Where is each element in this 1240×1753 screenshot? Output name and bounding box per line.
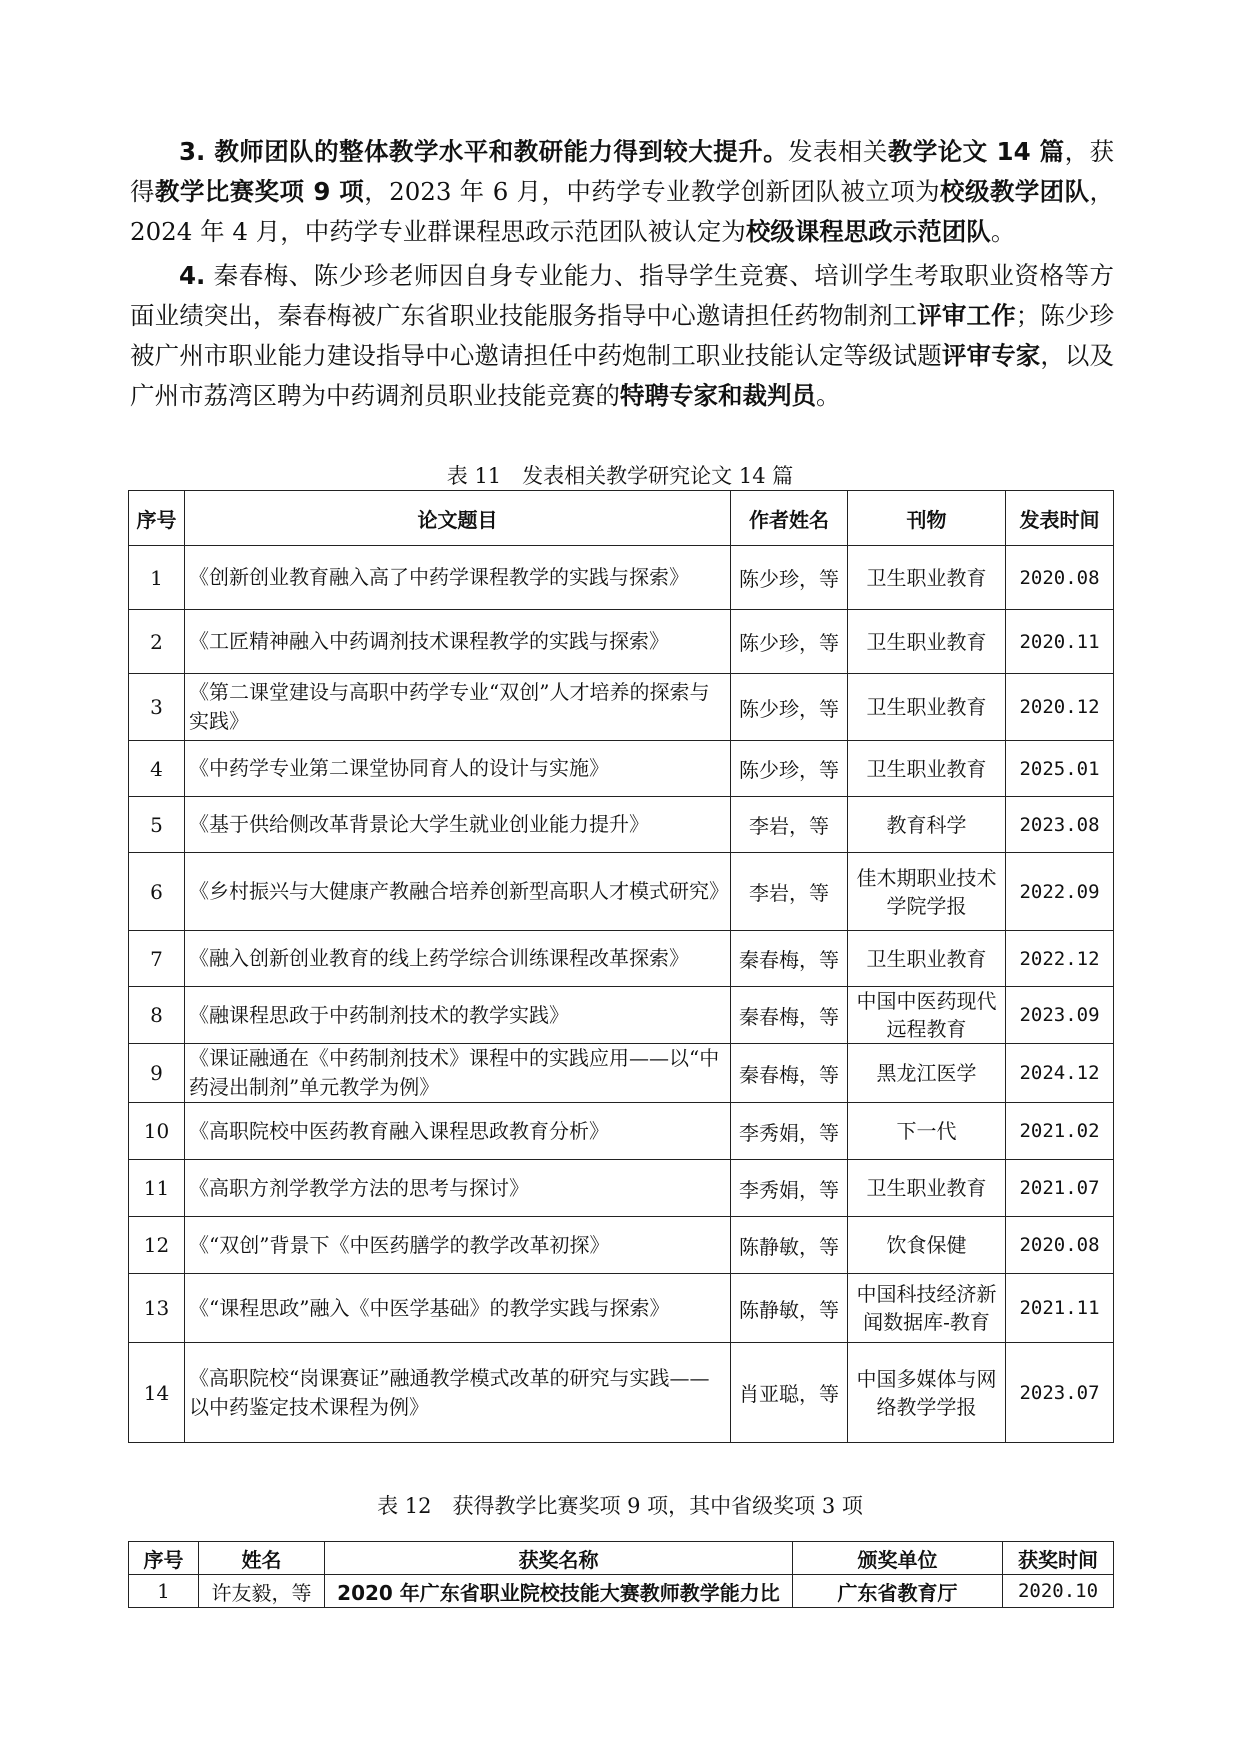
cell-no: 9 [129, 1044, 185, 1103]
table-row [129, 1160, 1114, 1217]
cell-no: 8 [129, 987, 185, 1044]
cell-date: 2023.09 [1006, 987, 1114, 1044]
col-header-award: 获奖名称 [325, 1542, 793, 1575]
paragraph-3: 3. 教师团队的整体教学水平和教研能力得到较大提升。发表相关教学论文 14 篇，获得教学比赛奖项 9 项，2023 年 6 月，中药学专业教学创新团队被立项为校级教学团队，2024 年 4 月，中药学专业群课程思政示范团队被认定为校级课程思政示范团队。 [130, 137, 1115, 246]
cell-date: 2021.07 [1006, 1160, 1114, 1217]
cell-name: 许友毅，等 [199, 1575, 325, 1608]
cell-title: 《乡村振兴与大健康产教融合培养创新型高职人才模式研究》 [185, 853, 731, 931]
cell-title: 《工匠精神融入中药调剂技术课程教学的实践与探索》 [185, 610, 731, 674]
cell-journal: 卫生职业教育 [848, 1160, 1006, 1217]
table-row [129, 610, 1114, 674]
table-row [129, 1103, 1114, 1160]
cell-date: 2020.10 [1003, 1575, 1114, 1608]
cell-date: 2023.07 [1006, 1343, 1114, 1443]
table-row [129, 987, 1114, 1044]
cell-no: 1 [129, 1575, 199, 1608]
table-row [129, 1343, 1114, 1443]
cell-journal: 卫生职业教育 [848, 741, 1006, 797]
col-header-name: 姓名 [199, 1542, 325, 1575]
cell-no: 12 [129, 1217, 185, 1274]
cell-no: 13 [129, 1274, 185, 1343]
table-row [129, 853, 1114, 931]
table-row [129, 1575, 1114, 1608]
cell-no: 7 [129, 931, 185, 987]
cell-author: 陈少珍，等 [731, 610, 848, 674]
cell-title: 《融课程思政于中药制剂技术的教学实践》 [185, 987, 731, 1044]
cell-no: 14 [129, 1343, 185, 1443]
table-row [129, 1044, 1114, 1103]
cell-title: 《高职院校中医药教育融入课程思政教育分析》 [185, 1103, 731, 1160]
cell-date: 2022.09 [1006, 853, 1114, 931]
cell-author: 秦春梅，等 [731, 931, 848, 987]
cell-no: 4 [129, 741, 185, 797]
cell-no: 6 [129, 853, 185, 931]
paragraph-4: 4. 秦春梅、陈少珍老师因自身专业能力、指导学生竞赛、培训学生考取职业资格等方面业绩突出，秦春梅被广东省职业技能服务指导中心邀请担任药物制剂工评审工作；陈少珍被广州市职业能力建设指导中心邀请担任中药炮制工职业技能认定等级试题评审专家，以及广州市荔湾区聘为中药调剂员职业技能竞赛的特聘专家和裁判员。 [130, 261, 1115, 410]
cell-title: 《中药学专业第二课堂协同育人的设计与实施》 [185, 741, 731, 797]
cell-date: 2020.08 [1006, 546, 1114, 610]
cell-issuer: 广东省教育厅 [793, 1575, 1003, 1608]
cell-journal: 卫生职业教育 [848, 931, 1006, 987]
cell-journal: 卫生职业教育 [848, 546, 1006, 610]
cell-author: 陈静敏，等 [731, 1217, 848, 1274]
cell-title: 《基于供给侧改革背景论大学生就业创业能力提升》 [185, 797, 731, 853]
cell-title: 《高职院校“岗课赛证”融通教学模式改革的研究与实践——以中药鉴定技术课程为例》 [185, 1343, 731, 1443]
cell-author: 陈少珍，等 [731, 741, 848, 797]
cell-journal: 佳木期职业技术学院学报 [848, 853, 1006, 931]
cell-journal: 卫生职业教育 [848, 610, 1006, 674]
table-row [129, 674, 1114, 741]
col-header-date: 获奖时间 [1003, 1542, 1114, 1575]
cell-no: 11 [129, 1160, 185, 1217]
cell-journal: 下一代 [848, 1103, 1006, 1160]
cell-author: 李秀娟，等 [731, 1103, 848, 1160]
cell-date: 2025.01 [1006, 741, 1114, 797]
table-12 [128, 1541, 1114, 1608]
table-row [129, 931, 1114, 987]
table-11 [128, 490, 1114, 1443]
col-header-no: 序号 [129, 491, 185, 546]
cell-journal: 卫生职业教育 [848, 674, 1006, 741]
cell-date: 2021.11 [1006, 1274, 1114, 1343]
cell-title: 《融入创新创业教育的线上药学综合训练课程改革探索》 [185, 931, 731, 987]
cell-journal: 中国中医药现代远程教育 [848, 987, 1006, 1044]
table11-caption: 表 11 发表相关教学研究论文 14 篇 [446, 464, 794, 488]
cell-no: 2 [129, 610, 185, 674]
table-row [129, 1217, 1114, 1274]
cell-title: 《创新创业教育融入高了中药学课程教学的实践与探索》 [185, 546, 731, 610]
col-header-date: 发表时间 [1006, 491, 1114, 546]
cell-journal: 饮食保健 [848, 1217, 1006, 1274]
cell-journal: 教育科学 [848, 797, 1006, 853]
cell-journal: 中国科技经济新闻数据库-教育 [848, 1274, 1006, 1343]
col-header-title: 论文题目 [185, 491, 731, 546]
col-header-journal: 刊物 [848, 491, 1006, 546]
table-row [129, 1274, 1114, 1343]
col-header-author: 作者姓名 [731, 491, 848, 546]
cell-author: 陈少珍，等 [731, 546, 848, 610]
table-header-row [129, 1542, 1114, 1575]
cell-author: 李秀娟，等 [731, 1160, 848, 1217]
cell-no: 1 [129, 546, 185, 610]
cell-author: 陈静敏，等 [731, 1274, 848, 1343]
cell-title: 《课证融通在《中药制剂技术》课程中的实践应用——以“中药浸出制剂”单元教学为例》 [185, 1044, 731, 1103]
table-header-row [129, 491, 1114, 546]
col-header-issuer: 颁奖单位 [793, 1542, 1003, 1575]
cell-title: 《“课程思政”融入《中医学基础》的教学实践与探索》 [185, 1274, 731, 1343]
col-header-no: 序号 [129, 1542, 199, 1575]
cell-date: 2023.08 [1006, 797, 1114, 853]
cell-date: 2020.12 [1006, 674, 1114, 741]
cell-author: 秦春梅，等 [731, 987, 848, 1044]
cell-date: 2020.11 [1006, 610, 1114, 674]
table-row [129, 741, 1114, 797]
cell-award: 2020 年广东省职业院校技能大赛教师教学能力比 [325, 1575, 793, 1608]
cell-date: 2020.08 [1006, 1217, 1114, 1274]
cell-date: 2021.02 [1006, 1103, 1114, 1160]
cell-author: 李岩，等 [731, 853, 848, 931]
cell-title: 《第二课堂建设与高职中药学专业“双创”人才培养的探索与实践》 [185, 674, 731, 741]
cell-title: 《高职方剂学教学方法的思考与探讨》 [185, 1160, 731, 1217]
cell-author: 李岩，等 [731, 797, 848, 853]
table12-caption: 表 12 获得教学比赛奖项 9 项，其中省级奖项 3 项 [377, 1494, 863, 1518]
cell-author: 陈少珍，等 [731, 674, 848, 741]
cell-journal: 中国多媒体与网络教学学报 [848, 1343, 1006, 1443]
table-row [129, 546, 1114, 610]
cell-no: 10 [129, 1103, 185, 1160]
cell-no: 5 [129, 797, 185, 853]
cell-date: 2022.12 [1006, 931, 1114, 987]
cell-author: 肖亚聪，等 [731, 1343, 848, 1443]
table-row [129, 797, 1114, 853]
cell-no: 3 [129, 674, 185, 741]
cell-journal: 黑龙江医学 [848, 1044, 1006, 1103]
cell-author: 秦春梅，等 [731, 1044, 848, 1103]
cell-title: 《“双创”背景下《中医药膳学的教学改革初探》 [185, 1217, 731, 1274]
cell-date: 2024.12 [1006, 1044, 1114, 1103]
